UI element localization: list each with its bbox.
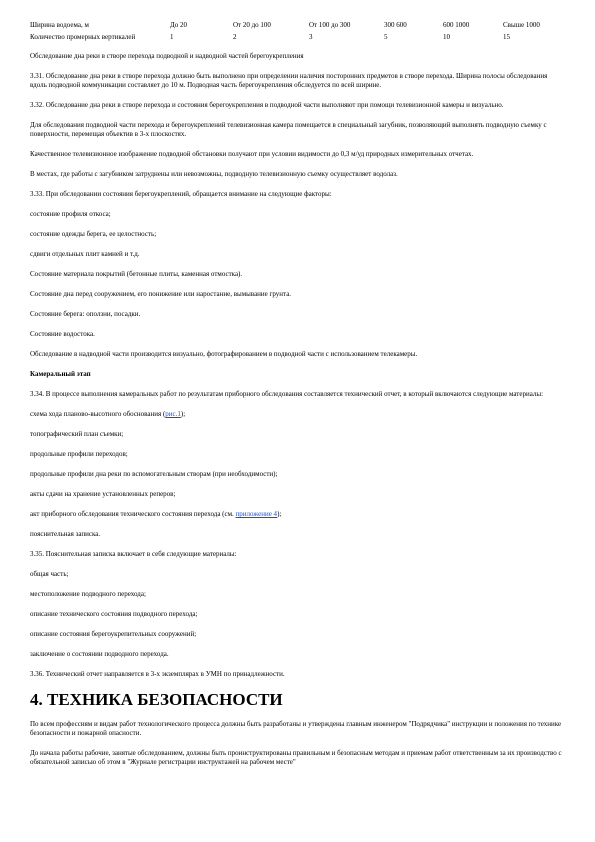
table-cell: Свыше 1000	[503, 20, 540, 29]
table-cell: 10	[443, 32, 450, 41]
list-item: заключение о состоянии подводного перехода.	[30, 650, 169, 658]
list-item: сдвиги отдельных плит камней и т.д.	[30, 250, 140, 258]
subsection-heading: Камеральный этап	[30, 370, 91, 378]
section-subtitle: Обследование дна реки в створе перехода подводной и надводной частей берегоукрепления	[30, 52, 304, 60]
list-item: состояние одежды берега, ее целостность;	[30, 230, 157, 238]
paragraph-3-32: 3.32. Обследование дна реки в створе перехода и состояния берегоукрепления в подводной части выполняют при помощи телевизионной камеры и визуально.	[30, 101, 504, 109]
data-table	[30, 19, 575, 43]
table-cell: 1	[170, 32, 174, 41]
table-cell: 2	[233, 32, 237, 41]
paragraph: Обследование в надводной части производится визуально, фотографированием в подводной части с использованием телекамеры.	[30, 350, 418, 358]
table-row	[30, 19, 575, 31]
paragraph-3-35: 3.35. Пояснительная записка включает в себя следующие материалы:	[30, 550, 237, 558]
list-item	[30, 410, 565, 419]
text-span: );	[277, 510, 282, 518]
table-cell: До 20	[170, 20, 188, 29]
document-body	[30, 52, 565, 778]
table-row	[30, 31, 575, 43]
table-cell: 600 1000	[443, 20, 470, 29]
paragraph-3-36: 3.36. Технический отчет направляется в 3-х экземплярах в УМН по принадлежности.	[30, 670, 285, 678]
paragraph: В местах, где работы с загубником затруднены или невозможны, подводную телевизионную съемку осуществляет водолаз.	[30, 170, 398, 178]
paragraph: По всем профессиям и видам работ технологического процесса должны быть разработаны и утверждены главным инженером "Подрядчика" инструкции и положения по технике безопасности и пожарной опасности.	[30, 720, 562, 737]
table-cell: 5	[384, 32, 388, 41]
row-label: Количество промерных вертикалей	[30, 32, 136, 41]
table-cell: 15	[503, 32, 510, 41]
list-item: описание состояния берегоукрепительных сооружений;	[30, 630, 197, 638]
list-item: описание технического состояния подводного перехода;	[30, 610, 198, 618]
appendix-4-link[interactable]: приложение 4	[235, 510, 278, 518]
list-item	[30, 510, 565, 519]
list-item: Состояние водостока.	[30, 330, 95, 338]
list-item: топографический план съемки;	[30, 430, 124, 438]
list-item: пояснительная записка.	[30, 530, 101, 538]
list-item: общая часть;	[30, 570, 69, 578]
paragraph-3-34: 3.34. В процессе выполнения камеральных работ по результатам приборного обследования составляется технический отчет, в который включаются следующие материалы:	[30, 390, 544, 398]
table-cell: От 20 до 100	[233, 20, 271, 29]
text-span: );	[180, 410, 186, 418]
row-label: Ширина водоема, м	[30, 20, 89, 29]
paragraph: Качественное телевизионное изображение подводной обстановки получают при условии видимости до 0,3 м/уд природных измерительных отчетах.	[30, 150, 474, 158]
list-item: состояние профиля откоса;	[30, 210, 111, 218]
paragraph: Для обследования подводной части перехода и берегоукреплений телевизионная камера помещается в специальный загубник, позволяющий выполнять подводную съемку с поверхности, перемещая объектив в 3-х плоскостях.	[30, 121, 547, 138]
figure-1-link[interactable]: рис.1	[165, 410, 181, 418]
paragraph-3-33: 3.33. При обследовании состояния берегоукреплений, обращается внимание на следующие факторы:	[30, 190, 332, 198]
list-item: продольные профили дна реки по вспомогательным створам (при необходимости);	[30, 470, 278, 478]
section-heading-safety: 4. ТЕХНИКА БЕЗОПАСНОСТИ	[30, 690, 283, 709]
paragraph-3-31: 3.31. Обследование дна реки в створе перехода должно быть выполнено при определении наличия посторонних предметов в створе перехода. Ширина полосы обследования вдоль подводной коммуникации составляет до 10 м. Подводная часть берегоукрепления обследуется по всей ширине.	[30, 72, 548, 89]
list-item: продольные профили переходов;	[30, 450, 128, 458]
text-span: схема хода планово-высотного обоснования (	[30, 410, 166, 418]
list-item: Состояние материала покрытий (бетонные плиты, каменная отмостка).	[30, 270, 243, 278]
paragraph: До начала работы рабочие, занятые обследованием, должны быть проинструктированы правильным и безопасным методам и приемам работ ответственным за их производство с обязательной записью об этом в "Журнале регистрации инструктажей на рабочем месте"	[30, 749, 562, 766]
text-span: акт приборного обследования технического состояния перехода (см.	[30, 510, 236, 518]
list-item: Состояние берега: оползни, посадки.	[30, 310, 141, 318]
table-cell: От 100 до 300	[309, 20, 351, 29]
list-item: акты сдачи на хранение установленных реперов;	[30, 490, 176, 498]
table-cell: 3	[309, 32, 313, 41]
list-item: Состояние дна перед сооружением, его понижение или наростание, вымывание грунта.	[30, 290, 292, 298]
table-cell: 300 600	[384, 20, 407, 29]
list-item: местоположение подводного перехода;	[30, 590, 146, 598]
